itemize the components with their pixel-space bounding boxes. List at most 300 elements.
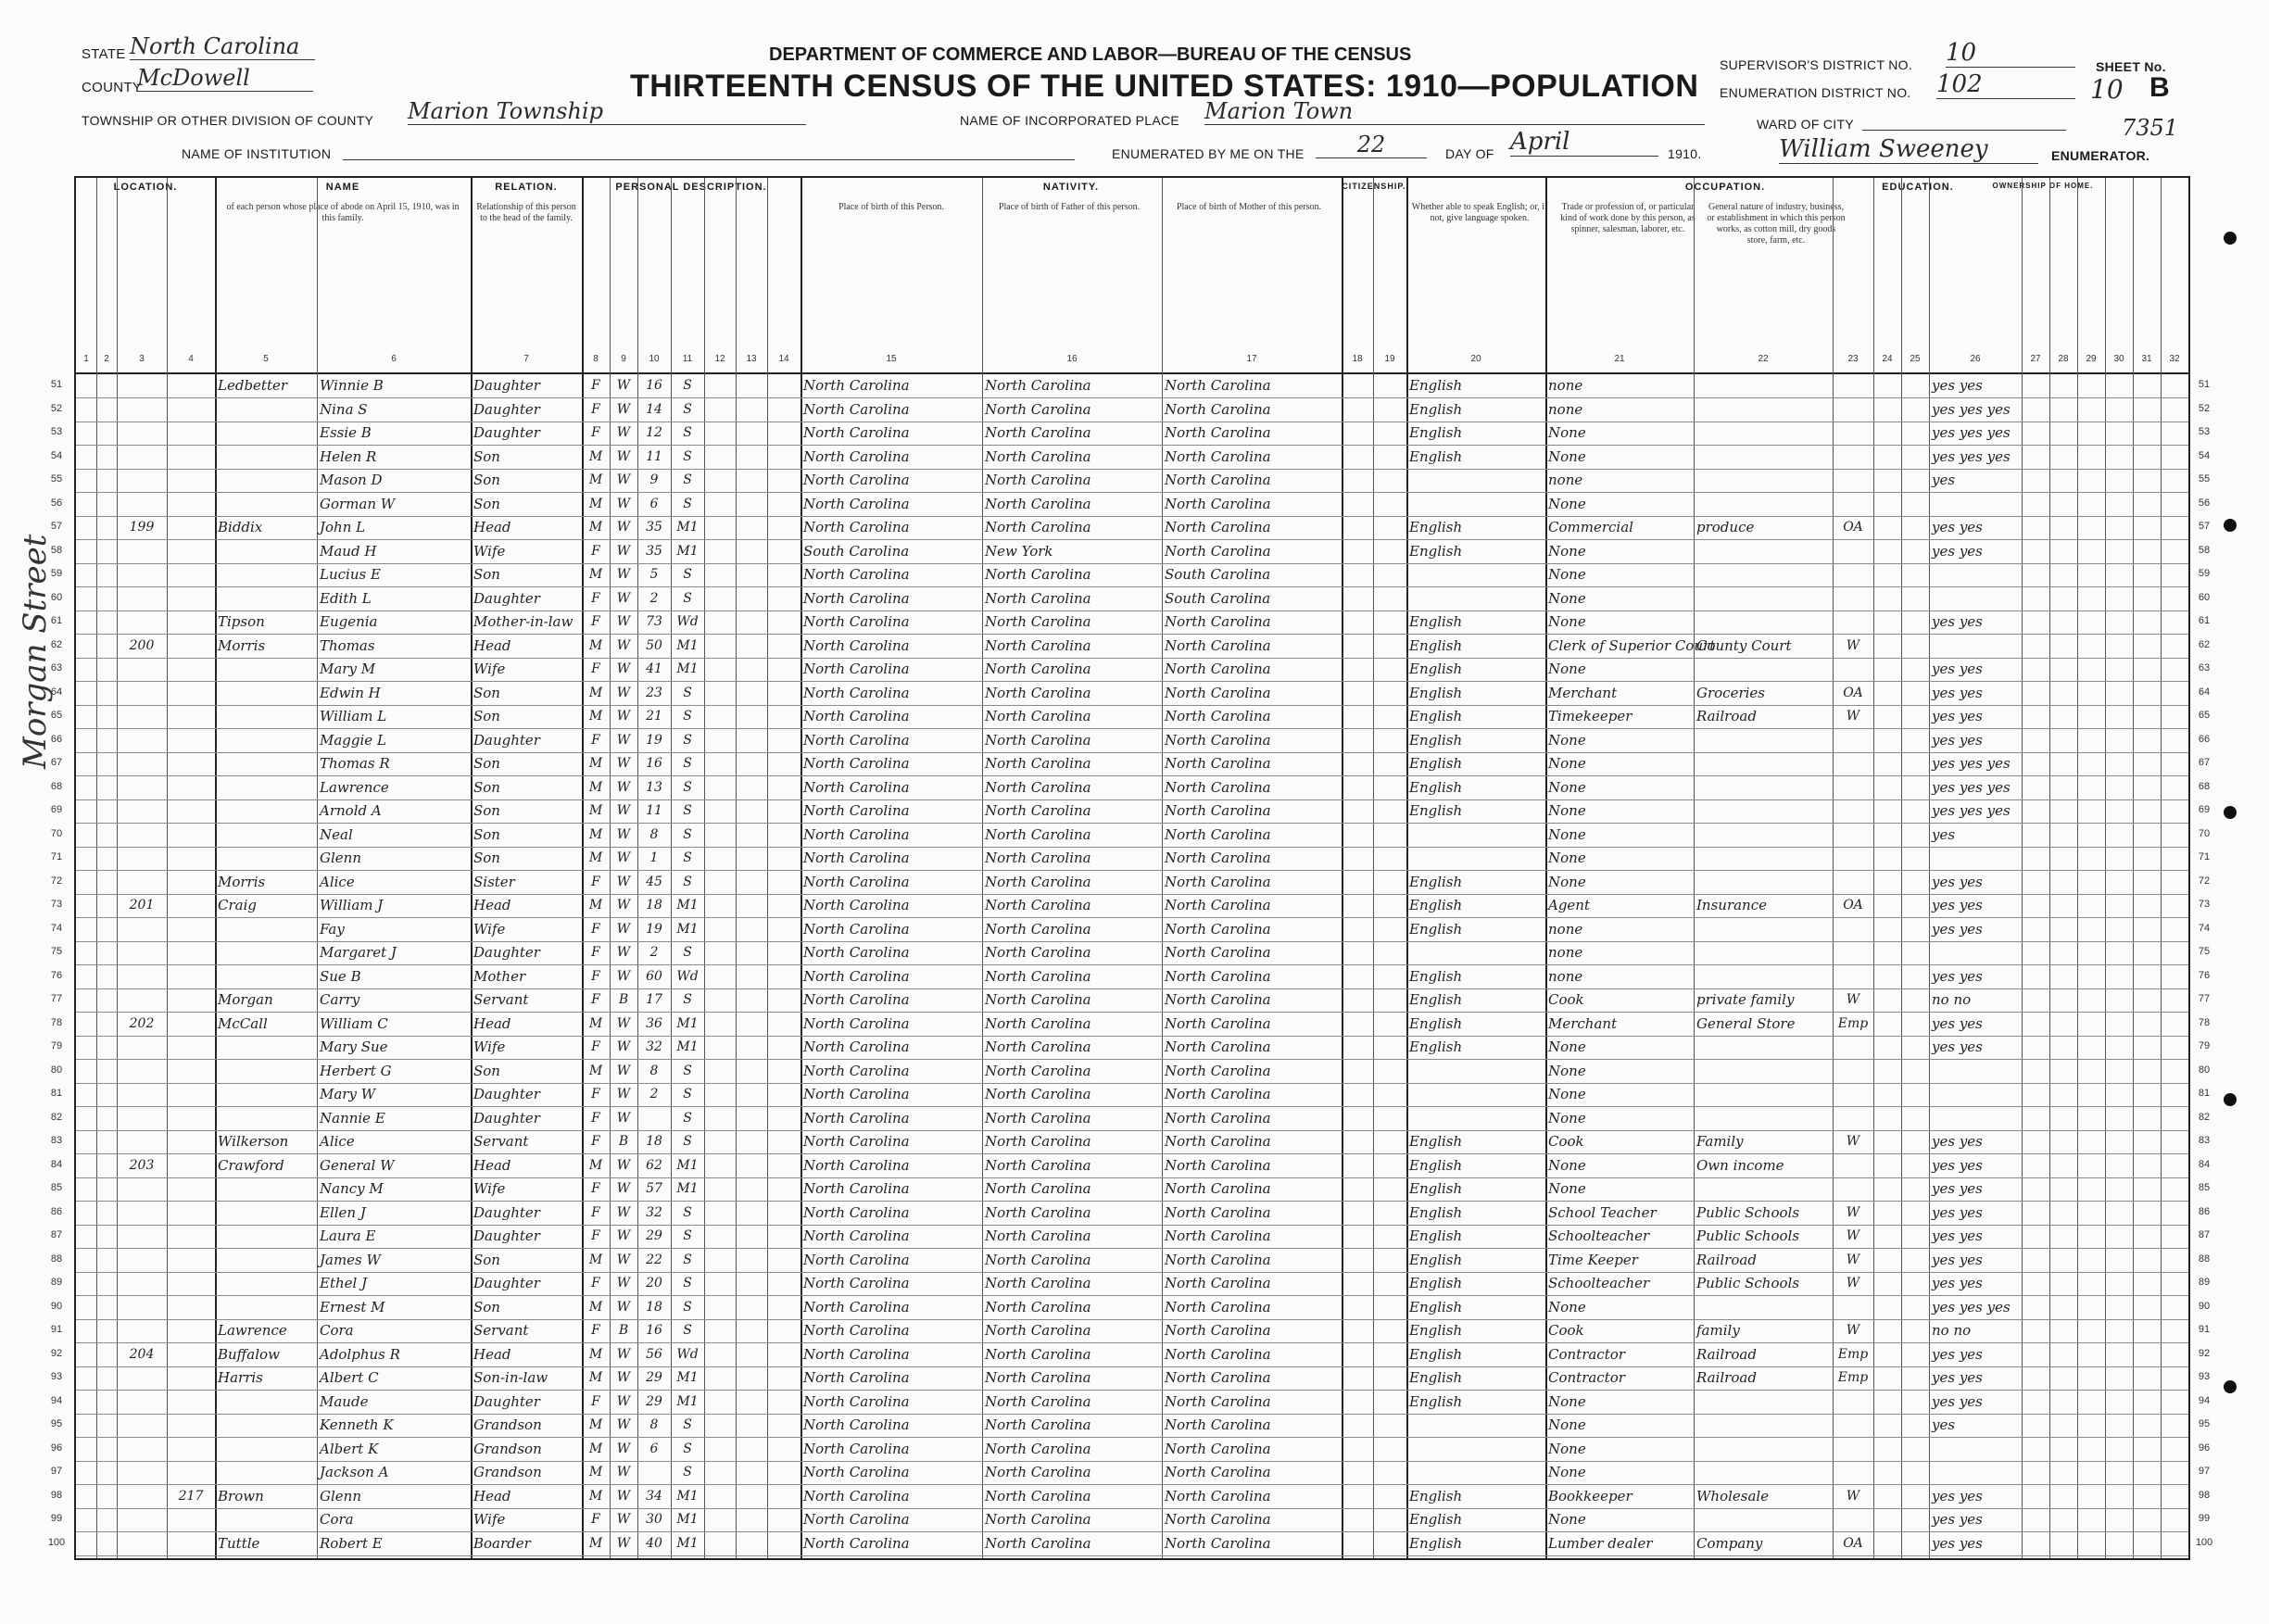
cell-ms: S: [683, 709, 692, 724]
cell-trade: Time Keeper: [1548, 1251, 1638, 1268]
cell-trade: None: [1548, 1511, 1586, 1528]
cell-race: W: [616, 685, 631, 700]
cell-pob: North Carolina: [803, 1275, 910, 1291]
cell-pobf: North Carolina: [985, 1298, 1091, 1316]
cell-age: 13: [646, 779, 662, 795]
cell-ms: S: [683, 590, 692, 606]
group-education: EDUCATION.: [1882, 182, 1954, 193]
cell-age: 29: [646, 1228, 662, 1243]
cell-given: Fay: [320, 920, 345, 938]
cell-edu: yes yes: [1932, 1203, 1983, 1221]
cell-age: 17: [646, 992, 662, 1007]
cell-rel: Son: [473, 495, 500, 512]
cell-ind: Railroad: [1696, 1345, 1757, 1363]
cell-trade: None: [1548, 1156, 1586, 1174]
cell-ind: Company: [1696, 1534, 1763, 1552]
cell-age: 8: [649, 1063, 659, 1078]
line-number-left: 73: [50, 899, 63, 910]
cell-pobf: North Carolina: [985, 1227, 1091, 1244]
cell-pobm: North Carolina: [1165, 708, 1271, 724]
cell-lang: English: [1409, 1534, 1463, 1552]
cell-dw: 199: [129, 520, 155, 535]
cell-ms: S: [683, 567, 692, 582]
cell-pob: North Carolina: [803, 1203, 910, 1221]
cell-age: 32: [646, 1039, 662, 1054]
cell-pobf: North Carolina: [985, 495, 1091, 512]
table-row: [50, 752, 2211, 776]
line-number-right: 68: [2198, 780, 2211, 792]
cell-sex: F: [591, 590, 600, 606]
cell-pobm: North Carolina: [1165, 400, 1271, 418]
cell-rel: Mother-in-law: [473, 613, 574, 630]
column-number: 32: [2169, 354, 2180, 364]
cell-age: 57: [646, 1181, 662, 1196]
column-number: 20: [1470, 354, 1481, 364]
cell-trade: Cook: [1548, 1133, 1584, 1150]
cell-age: 8: [649, 1417, 659, 1432]
cell-pob: North Carolina: [803, 1416, 910, 1433]
sheet-label: SHEET No.: [2096, 59, 2166, 74]
cell-pobm: North Carolina: [1165, 1251, 1271, 1268]
colhead-relation: Relationship of this person to the head of the family.: [476, 202, 576, 223]
line-number-left: 92: [50, 1347, 63, 1359]
line-number-right: 85: [2198, 1182, 2211, 1193]
cell-given: William L: [320, 708, 387, 724]
line-number-left: 55: [50, 473, 63, 485]
column-number: 9: [621, 354, 626, 364]
enumerated-day: 22: [1316, 132, 1427, 158]
cell-trade: Merchant: [1548, 1014, 1618, 1032]
cell-rel: Sister: [473, 873, 515, 890]
cell-pob: North Carolina: [803, 802, 910, 819]
cell-ind: Family: [1696, 1133, 1744, 1150]
cell-given: Cora: [320, 1322, 354, 1339]
cell-age: 18: [646, 898, 662, 913]
cell-pob: North Carolina: [803, 400, 910, 418]
cell-sex: F: [591, 543, 600, 559]
cell-pobf: North Carolina: [985, 1440, 1091, 1457]
cell-pobm: North Carolina: [1165, 967, 1271, 985]
line-number-left: 63: [50, 662, 63, 674]
cell-pobf: North Carolina: [985, 424, 1091, 441]
cell-rel: Wife: [473, 920, 506, 938]
cell-lang: English: [1409, 1133, 1463, 1150]
cell-lang: English: [1409, 519, 1463, 535]
cell-emp: W: [1846, 637, 1860, 653]
supervisor-label: SUPERVISOR'S DISTRICT NO.: [1720, 57, 1913, 72]
line-number-right: 94: [2198, 1394, 2211, 1406]
cell-edu: yes yes: [1932, 1369, 1983, 1386]
cell-rel: Son: [473, 802, 500, 819]
cell-pobm: North Carolina: [1165, 1039, 1271, 1055]
cell-lang: English: [1409, 1487, 1463, 1504]
cell-rel: Head: [473, 636, 511, 654]
cell-pobf: North Carolina: [985, 1014, 1091, 1032]
cell-edu: yes yes: [1932, 920, 1983, 938]
cell-pob: North Carolina: [803, 778, 910, 796]
cell-ms: S: [683, 448, 692, 464]
cell-ind: Public Schools: [1696, 1203, 1800, 1221]
cell-trade: None: [1548, 542, 1586, 560]
cell-race: W: [616, 1063, 631, 1078]
cell-pob: North Carolina: [803, 1369, 910, 1386]
cell-ind: Railroad: [1696, 1369, 1757, 1386]
table-row: [50, 1036, 2211, 1060]
cell-pobm: North Carolina: [1165, 755, 1271, 772]
cell-sex: M: [588, 1252, 603, 1267]
cell-surname: Brown: [218, 1487, 264, 1504]
line-number-right: 56: [2198, 497, 2211, 509]
table-row: [50, 422, 2211, 446]
cell-rel: Wife: [473, 542, 506, 560]
corner-number: 7351: [2122, 115, 2179, 141]
cell-rel: Grandson: [473, 1464, 542, 1480]
colhead-industry: General nature of industry, business, or establishment in which this person works, as cotton mill, dry goods store, farm, etc.: [1707, 202, 1846, 245]
cell-trade: none: [1548, 400, 1583, 418]
cell-lang: English: [1409, 778, 1463, 796]
group-personal-description: PERSONAL DESCRIPTION.: [615, 182, 767, 193]
cell-trade: None: [1548, 613, 1586, 630]
column-number: 17: [1246, 354, 1257, 364]
cell-sex: M: [588, 472, 603, 487]
cell-given: Sue B: [320, 967, 361, 985]
line-number-left: 83: [50, 1135, 63, 1146]
column-number: 30: [2113, 354, 2124, 364]
line-number-left: 54: [50, 449, 63, 461]
cell-age: 60: [646, 968, 662, 984]
table-row: [50, 1366, 2211, 1391]
line-number-right: 71: [2198, 851, 2211, 862]
cell-ms: M1: [676, 1181, 699, 1196]
cell-sex: F: [591, 732, 600, 748]
cell-given: Albert K: [320, 1440, 379, 1457]
cell-pobf: North Carolina: [985, 400, 1091, 418]
cell-lang: English: [1409, 613, 1463, 630]
column-number: 5: [263, 354, 269, 364]
line-number-left: 82: [50, 1111, 63, 1123]
line-number-right: 63: [2198, 662, 2211, 674]
cell-pob: North Carolina: [803, 1039, 910, 1055]
column-number: 1: [83, 354, 89, 364]
table-row: [50, 563, 2211, 587]
cell-pob: North Carolina: [803, 424, 910, 441]
cell-trade: Bookkeeper: [1548, 1487, 1632, 1504]
cell-pobf: North Carolina: [985, 684, 1091, 701]
cell-given: Winnie B: [320, 377, 384, 394]
group-relation: RELATION.: [495, 182, 558, 193]
cell-age: 29: [646, 1370, 662, 1385]
cell-pobf: North Carolina: [985, 873, 1091, 890]
cell-pobf: North Carolina: [985, 755, 1091, 772]
cell-emp: W: [1846, 1204, 1860, 1220]
cell-pobm: North Carolina: [1165, 661, 1271, 677]
cell-trade: None: [1548, 1039, 1586, 1055]
line-number-right: 91: [2198, 1324, 2211, 1335]
cell-pobm: North Carolina: [1165, 424, 1271, 441]
cell-edu: yes yes: [1932, 708, 1983, 724]
enum-district-label: ENUMERATION DISTRICT NO.: [1720, 85, 1911, 100]
cell-pobm: North Carolina: [1165, 613, 1271, 630]
cell-edu: yes yes: [1932, 661, 1983, 677]
cell-ms: S: [683, 1323, 692, 1338]
cell-pobm: North Carolina: [1165, 377, 1271, 394]
cell-ms: S: [683, 378, 692, 393]
cell-pob: North Carolina: [803, 447, 910, 465]
cell-pobf: North Carolina: [985, 1156, 1091, 1174]
cell-sex: M: [588, 756, 603, 771]
cell-pob: North Carolina: [803, 825, 910, 843]
cell-rel: Wife: [473, 1511, 506, 1528]
cell-surname: Craig: [218, 897, 257, 913]
cell-given: Robert E: [320, 1534, 383, 1552]
line-number-left: 66: [50, 733, 63, 745]
cell-ms: S: [683, 1063, 692, 1078]
cell-pobm: North Carolina: [1165, 1322, 1271, 1339]
cell-rel: Servant: [473, 991, 529, 1008]
punch-hole: [2224, 1380, 2237, 1393]
cell-pobm: North Carolina: [1165, 1275, 1271, 1291]
line-number-right: 55: [2198, 473, 2211, 485]
column-number: 26: [1970, 354, 1981, 364]
cell-edu: yes yes: [1932, 1345, 1983, 1363]
table-row: [50, 1296, 2211, 1320]
colhead-pob-mother: Place of birth of Mother of this person.: [1176, 202, 1322, 212]
cell-pob: North Carolina: [803, 850, 910, 866]
cell-pob: North Carolina: [803, 566, 910, 583]
cell-given: Alice: [320, 873, 355, 890]
cell-age: 34: [646, 1488, 662, 1504]
table-row: [50, 1508, 2211, 1532]
cell-emp: OA: [1843, 685, 1863, 700]
cell-pobf: North Carolina: [985, 1534, 1091, 1552]
cell-rel: Son: [473, 566, 500, 583]
cell-race: W: [616, 1276, 631, 1290]
cell-surname: Biddix: [218, 519, 263, 535]
line-number-left: 98: [50, 1489, 63, 1501]
column-number: 22: [1758, 354, 1769, 364]
cell-lang: English: [1409, 1203, 1463, 1221]
line-number-left: 76: [50, 969, 63, 981]
cell-pobm: North Carolina: [1165, 944, 1271, 961]
cell-sex: F: [591, 425, 600, 440]
cell-given: Nina S: [320, 400, 368, 418]
cell-race: W: [616, 1370, 631, 1385]
cell-race: B: [618, 1134, 629, 1149]
cell-pob: North Carolina: [803, 1298, 910, 1316]
cell-age: 6: [649, 496, 659, 511]
colhead-pob-person: Place of birth of this Person.: [838, 202, 944, 212]
column-number: 25: [1910, 354, 1921, 364]
table-row: [50, 965, 2211, 989]
cell-lang: English: [1409, 684, 1463, 701]
line-number-right: 86: [2198, 1205, 2211, 1217]
cell-pob: North Carolina: [803, 991, 910, 1008]
table-row: [50, 374, 2211, 398]
cell-age: 2: [649, 945, 659, 960]
cell-ms: S: [683, 850, 692, 865]
cell-trade: Schoolteacher: [1548, 1275, 1650, 1291]
cell-race: W: [616, 874, 631, 889]
cell-trade: None: [1548, 1464, 1586, 1480]
cell-age: 1: [649, 850, 659, 865]
cell-sex: F: [591, 614, 600, 629]
county-label: COUNTY: [82, 80, 143, 95]
cell-age: 30: [646, 1512, 662, 1527]
cell-pobm: North Carolina: [1165, 1487, 1271, 1504]
cell-sex: F: [591, 661, 600, 676]
cell-lang: English: [1409, 1180, 1463, 1197]
cell-sex: F: [591, 1087, 600, 1102]
cell-ind: Public Schools: [1696, 1227, 1800, 1244]
column-number: 24: [1882, 354, 1893, 364]
table-row: [50, 469, 2211, 493]
cell-pobf: North Carolina: [985, 708, 1091, 724]
cell-race: B: [618, 992, 629, 1007]
cell-edu: yes yes yes: [1932, 424, 2011, 441]
cell-rel: Servant: [473, 1133, 529, 1150]
cell-trade: None: [1548, 566, 1586, 583]
line-number-left: 94: [50, 1394, 63, 1406]
cell-race: W: [616, 1252, 631, 1267]
cell-lang: English: [1409, 636, 1463, 654]
cell-emp: W: [1846, 1276, 1860, 1290]
cell-pobm: North Carolina: [1165, 1227, 1271, 1244]
cell-edu: yes yes yes: [1932, 400, 2011, 418]
cell-edu: yes yes: [1932, 1156, 1983, 1174]
cell-race: W: [616, 472, 631, 487]
cell-age: 23: [646, 685, 662, 700]
cell-pobm: North Carolina: [1165, 1086, 1271, 1102]
column-number: 28: [2058, 354, 2069, 364]
cell-pobm: North Carolina: [1165, 1203, 1271, 1221]
cell-pobf: North Carolina: [985, 991, 1091, 1008]
cell-lang: English: [1409, 873, 1463, 890]
cell-sex: M: [588, 1063, 603, 1078]
cell-race: W: [616, 496, 631, 511]
cell-pobf: North Carolina: [985, 778, 1091, 796]
table-row: [50, 918, 2211, 942]
cell-given: Mary Sue: [320, 1039, 388, 1055]
cell-edu: no no: [1932, 991, 1972, 1008]
cell-sex: M: [588, 826, 603, 842]
cell-pobf: North Carolina: [985, 519, 1091, 535]
cell-race: W: [616, 1204, 631, 1220]
cell-dw: 204: [129, 1346, 155, 1362]
cell-surname: Harris: [218, 1369, 263, 1386]
cell-given: John L: [320, 519, 366, 535]
line-number-right: 100: [2195, 1536, 2213, 1548]
cell-surname: Morris: [218, 873, 266, 890]
cell-rel: Son: [473, 850, 500, 866]
line-number-right: 73: [2198, 899, 2211, 910]
cell-race: W: [616, 968, 631, 984]
cell-race: W: [616, 1417, 631, 1432]
cell-rel: Son: [473, 755, 500, 772]
cell-ms: S: [683, 826, 692, 842]
line-number-right: 88: [2198, 1253, 2211, 1265]
cell-rel: Head: [473, 519, 511, 535]
column-number: 4: [188, 354, 194, 364]
institution-line: [343, 159, 1075, 160]
cell-age: 50: [646, 637, 662, 653]
line-number-left: 51: [50, 379, 63, 390]
cell-pobm: North Carolina: [1165, 1534, 1271, 1552]
cell-race: W: [616, 1015, 631, 1031]
line-number-left: 80: [50, 1064, 63, 1076]
cell-lang: English: [1409, 1275, 1463, 1291]
cell-edu: yes yes yes: [1932, 778, 2011, 796]
cell-rel: Daughter: [473, 1109, 540, 1127]
table-row: [50, 1343, 2211, 1367]
cell-sex: M: [588, 520, 603, 535]
line-number-right: 95: [2198, 1418, 2211, 1429]
cell-given: Arnold A: [320, 802, 382, 819]
cell-ms: S: [683, 992, 692, 1007]
column-number: 6: [391, 354, 397, 364]
supervisor-value: 10: [1946, 39, 2075, 68]
cell-pob: North Carolina: [803, 897, 910, 913]
line-number-left: 89: [50, 1277, 63, 1288]
column-number: 31: [2141, 354, 2152, 364]
cell-rel: Mother: [473, 967, 526, 985]
cell-given: Laura E: [320, 1227, 376, 1244]
line-number-right: 82: [2198, 1111, 2211, 1123]
cell-sex: M: [588, 1346, 603, 1362]
cell-age: 9: [649, 472, 659, 487]
table-row: [50, 988, 2211, 1013]
cell-given: James W: [320, 1251, 381, 1268]
cell-lang: English: [1409, 920, 1463, 938]
line-number-left: 74: [50, 922, 63, 934]
cell-given: William C: [320, 1014, 388, 1032]
cell-emp: Emp: [1837, 1370, 1869, 1385]
line-number-right: 83: [2198, 1135, 2211, 1146]
cell-age: 35: [646, 520, 662, 535]
group-nativity: NATIVITY.: [1042, 182, 1100, 193]
cell-surname: Crawford: [218, 1156, 284, 1174]
cell-rel: Daughter: [473, 1227, 540, 1244]
cell-race: W: [616, 779, 631, 795]
year-value: 1910.: [1668, 146, 1702, 161]
line-number-right: 64: [2198, 686, 2211, 698]
cell-pobm: North Carolina: [1165, 897, 1271, 913]
cell-ms: M1: [676, 1157, 699, 1173]
cell-age: 11: [646, 448, 662, 464]
cell-sex: M: [588, 1488, 603, 1504]
cell-given: Mason D: [320, 472, 383, 488]
cell-rel: Son: [473, 684, 500, 701]
cell-rel: Daughter: [473, 1392, 540, 1410]
line-number-left: 79: [50, 1040, 63, 1051]
cell-pob: North Carolina: [803, 684, 910, 701]
cell-pobf: North Carolina: [985, 1180, 1091, 1197]
cell-sex: M: [588, 685, 603, 700]
cell-given: Adolphus R: [320, 1345, 400, 1363]
township-value: Marion Township: [408, 98, 806, 125]
cell-sex: M: [588, 850, 603, 865]
table-row: [50, 1485, 2211, 1509]
cell-ms: S: [683, 1441, 692, 1456]
cell-race: W: [616, 1110, 631, 1126]
cell-pobm: North Carolina: [1165, 731, 1271, 749]
table-row: [50, 1060, 2211, 1084]
cell-sex: F: [591, 1323, 600, 1338]
cell-edu: yes: [1932, 825, 1956, 843]
cell-edu: yes yes: [1932, 1275, 1983, 1291]
cell-race: W: [616, 732, 631, 748]
cell-given: Lucius E: [320, 566, 381, 583]
cell-pobf: North Carolina: [985, 1133, 1091, 1150]
